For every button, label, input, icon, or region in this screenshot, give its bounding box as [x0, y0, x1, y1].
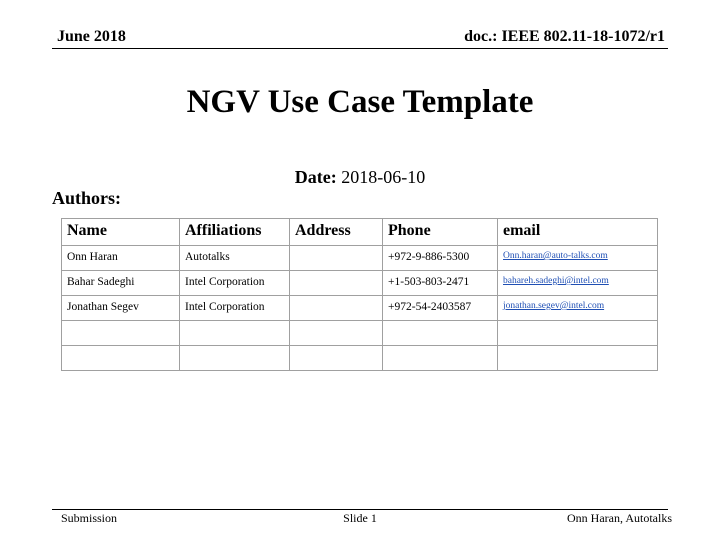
- cell-email-link[interactable]: Onn.haran@auto-talks.com: [498, 246, 658, 271]
- footer-author: Onn Haran, Autotalks: [567, 511, 672, 525]
- cell-name: [62, 346, 180, 371]
- authors-table: [61, 218, 658, 371]
- cell-phone: +1-503-803-2471: [383, 271, 498, 296]
- table-row: [62, 246, 658, 271]
- cell-address: [290, 321, 383, 346]
- footer-slide-number: Slide 1: [343, 511, 377, 525]
- cell-address: [290, 246, 383, 271]
- cell-phone: [383, 346, 498, 371]
- cell-email: [498, 346, 658, 371]
- column-header-phone: Phone: [383, 219, 498, 246]
- table-row: [62, 296, 658, 321]
- column-header-address: Address: [290, 219, 383, 246]
- cell-address: [290, 296, 383, 321]
- authors-label: Authors:: [52, 188, 122, 208]
- cell-name: [62, 321, 180, 346]
- footer-divider: [52, 509, 668, 510]
- date-value: 2018-06-10: [336, 167, 426, 187]
- cell-affiliation: Autotalks: [180, 246, 290, 271]
- slide-title: NGV Use Case Template: [186, 84, 534, 120]
- date-label: Date:: [294, 167, 337, 187]
- cell-affiliation: Intel Corporation: [180, 296, 290, 321]
- date-line: [0, 167, 720, 188]
- cell-name: Onn Haran: [62, 246, 180, 271]
- cell-name: Jonathan Segev: [62, 296, 180, 321]
- cell-phone: +972-54-2403587: [383, 296, 498, 321]
- header-date: June 2018: [57, 28, 126, 45]
- footer-submission: Submission: [61, 511, 118, 525]
- cell-phone: [383, 321, 498, 346]
- table-row: [62, 346, 658, 371]
- cell-email-link[interactable]: jonathan.segev@intel.com: [498, 296, 658, 321]
- cell-address: [290, 346, 383, 371]
- column-header-name: Name: [62, 219, 180, 246]
- table-header-row: [62, 219, 658, 246]
- cell-email: [498, 321, 658, 346]
- column-header-affiliations: Affiliations: [180, 219, 290, 246]
- table-row: [62, 321, 658, 346]
- cell-address: [290, 271, 383, 296]
- header-doc-id: doc.: IEEE 802.11-18-1072/r1: [464, 28, 665, 45]
- column-header-email: email: [498, 219, 658, 246]
- cell-phone: +972-9-886-5300: [383, 246, 498, 271]
- header-divider: [52, 48, 668, 49]
- cell-affiliation: [180, 321, 290, 346]
- cell-affiliation: [180, 346, 290, 371]
- cell-name: Bahar Sadeghi: [62, 271, 180, 296]
- table-row: [62, 271, 658, 296]
- cell-affiliation: Intel Corporation: [180, 271, 290, 296]
- cell-email-link[interactable]: bahareh.sadeghi@intel.com: [498, 271, 658, 296]
